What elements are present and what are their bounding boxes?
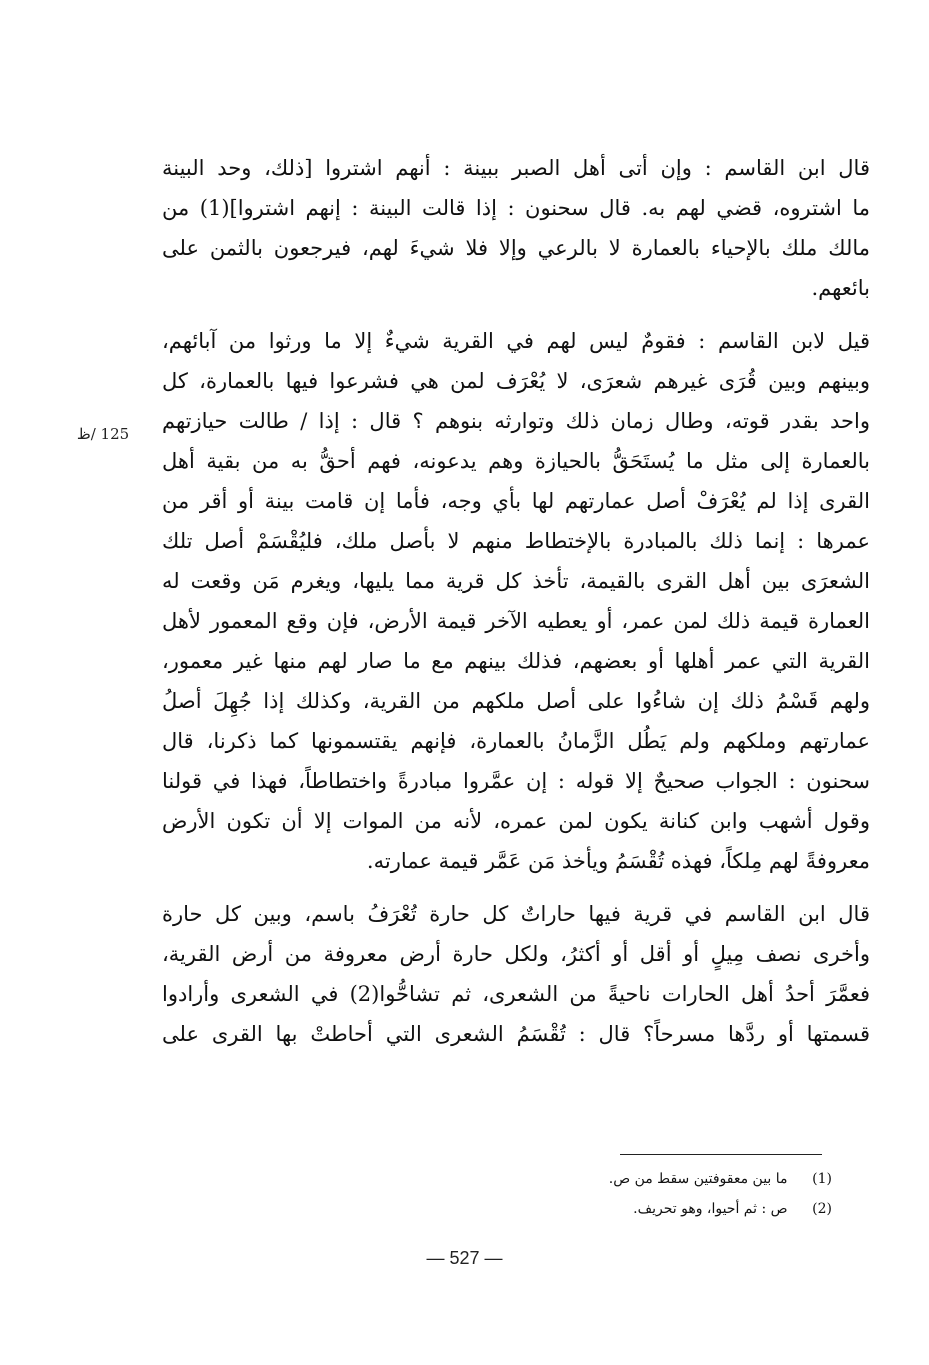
text-line: سحنون : الجواب صحيحٌ إلا قوله : إن عمَّروا مبادرةً واختطاطاً، فهذا في قولنا bbox=[162, 769, 870, 793]
text-line: قال ابن القاسم : وإن أتى أهل الصبر ببينة : أنهم اشتروا [ذلك، وحد البينة bbox=[162, 156, 870, 180]
footnote-text: ص : ثم أحيوا، وهو تحريف. bbox=[633, 1201, 788, 1217]
main-text bbox=[162, 148, 870, 1067]
text-line: وأخرى نصف مِيلٍ أو أقل أو أكثرُ، ولكل حارة أرض معروفة من أرض القرية، bbox=[162, 942, 870, 966]
text-line: مالك ملك بالإحياء بالعمارة لا بالرعي وإلا فلا شيءَ لهم، فيرجعون بالثمن على bbox=[162, 236, 870, 260]
footnote-number: (1) bbox=[812, 1171, 832, 1187]
page-number: — 527 — bbox=[426, 1248, 503, 1268]
text-line: ولهم قَسْمُ ذلك إن شاءُوا على أصل ملكهم من القرية، وكذلك إذا جُهِلَ أصلُ bbox=[162, 689, 870, 713]
text-line: معروفةً لهم مِلكاً، فهذه تُقْسَمُ ويأخذ مَن عَمَّر قيمة عمارته. bbox=[366, 849, 870, 873]
text-line: قيل لابن القاسم : فقومٌ ليس لهم في القرية شيءٌ إلا ما ورثوا من آبائهم، bbox=[162, 329, 870, 353]
text-line: قال ابن القاسم في قرية فيها حاراتٌ كل حارة تُعْرَفُ باسم، وبين كل حارة bbox=[162, 902, 870, 926]
footnotes bbox=[400, 1164, 832, 1224]
text-line: قسمتها أو ردَّها مسرحاً؟ قال : تُقْسَمُ الشعرى التي أحاطتْ بها القرى على bbox=[162, 1022, 870, 1046]
text-line: الشعرَى بين أهل القرى بالقيمة، تأخذ كل قرية مما يليها، ويغرم مَن وقعت له bbox=[162, 569, 870, 593]
text-line: وقول أشهب وابن كنانة يكون لمن عمره، لأنه من الموات إلا أن تكون الأرض bbox=[162, 809, 870, 833]
text-line: عمرها : إنما ذلك بالمبادرة بالإختطاط منهم لا بأصل ملك، فليُقْسَمْ أصل تلك bbox=[162, 529, 870, 553]
text-line: العمارة قيمة ذلك لمن عمر، أو يعطيه الآخر قيمة الأرض، فإن وقع المعمور لأهل bbox=[162, 609, 870, 633]
text-line: واحد بقدر قوته، وطال زمان ذلك وتوارثه بنوهم ؟ قال : إذا / طالت حيازتهم bbox=[162, 409, 870, 433]
text-line: بالعمارة إلى مثل ما يُستَحَقُّ بالحيازة وهم يدعونه، فهم أحقُّ به من بقية أهل bbox=[162, 449, 870, 473]
text-line: وبينهم وبين قُرَى غيرهم شعرَى، لا يُعْرَف لمن هي فشرعوا فيها بالعمارة، كل bbox=[162, 369, 870, 393]
text-line: القرى إذا لم يُعْرَفْ أصل عمارتهم لها بأي وجه، فأما إن قامت بينة أو أقر من bbox=[162, 489, 870, 513]
paragraph-2 bbox=[162, 321, 870, 881]
text-line: فعمَّرَ أحدُ أهل الحارات ناحيةً من الشعرى، ثم تشاحُّوا(2) في الشعرى وأرادوا bbox=[162, 982, 870, 1006]
footnote-number: (2) bbox=[812, 1201, 832, 1217]
paragraph-3 bbox=[162, 894, 870, 1054]
footnote-text: ما بين معقوفتين سقط من ص. bbox=[608, 1171, 788, 1187]
footnote-divider bbox=[620, 1154, 822, 1155]
paragraph-1 bbox=[162, 148, 870, 308]
text-line: عمارتهم وملكهم ولم يَطُل الزَّمانُ بالعمارة، فإنهم يقتسمونها كما ذكرنا، قال bbox=[162, 729, 870, 753]
text-line: بائعهم. bbox=[811, 276, 870, 300]
folio-margin-note: 125 /ظ bbox=[76, 425, 130, 443]
text-line: القرية التي عمر أهلها أو بعضهم، فذلك بينهم مع ما صار لهم منها غير معمور، bbox=[162, 649, 870, 673]
text-line: ما اشتروه، قضي لهم به. قال سحنون : إذا قالت البينة : إنهم اشتروا](1) من bbox=[162, 196, 870, 220]
footnote-item bbox=[400, 1194, 832, 1224]
footnote-item bbox=[400, 1164, 832, 1194]
